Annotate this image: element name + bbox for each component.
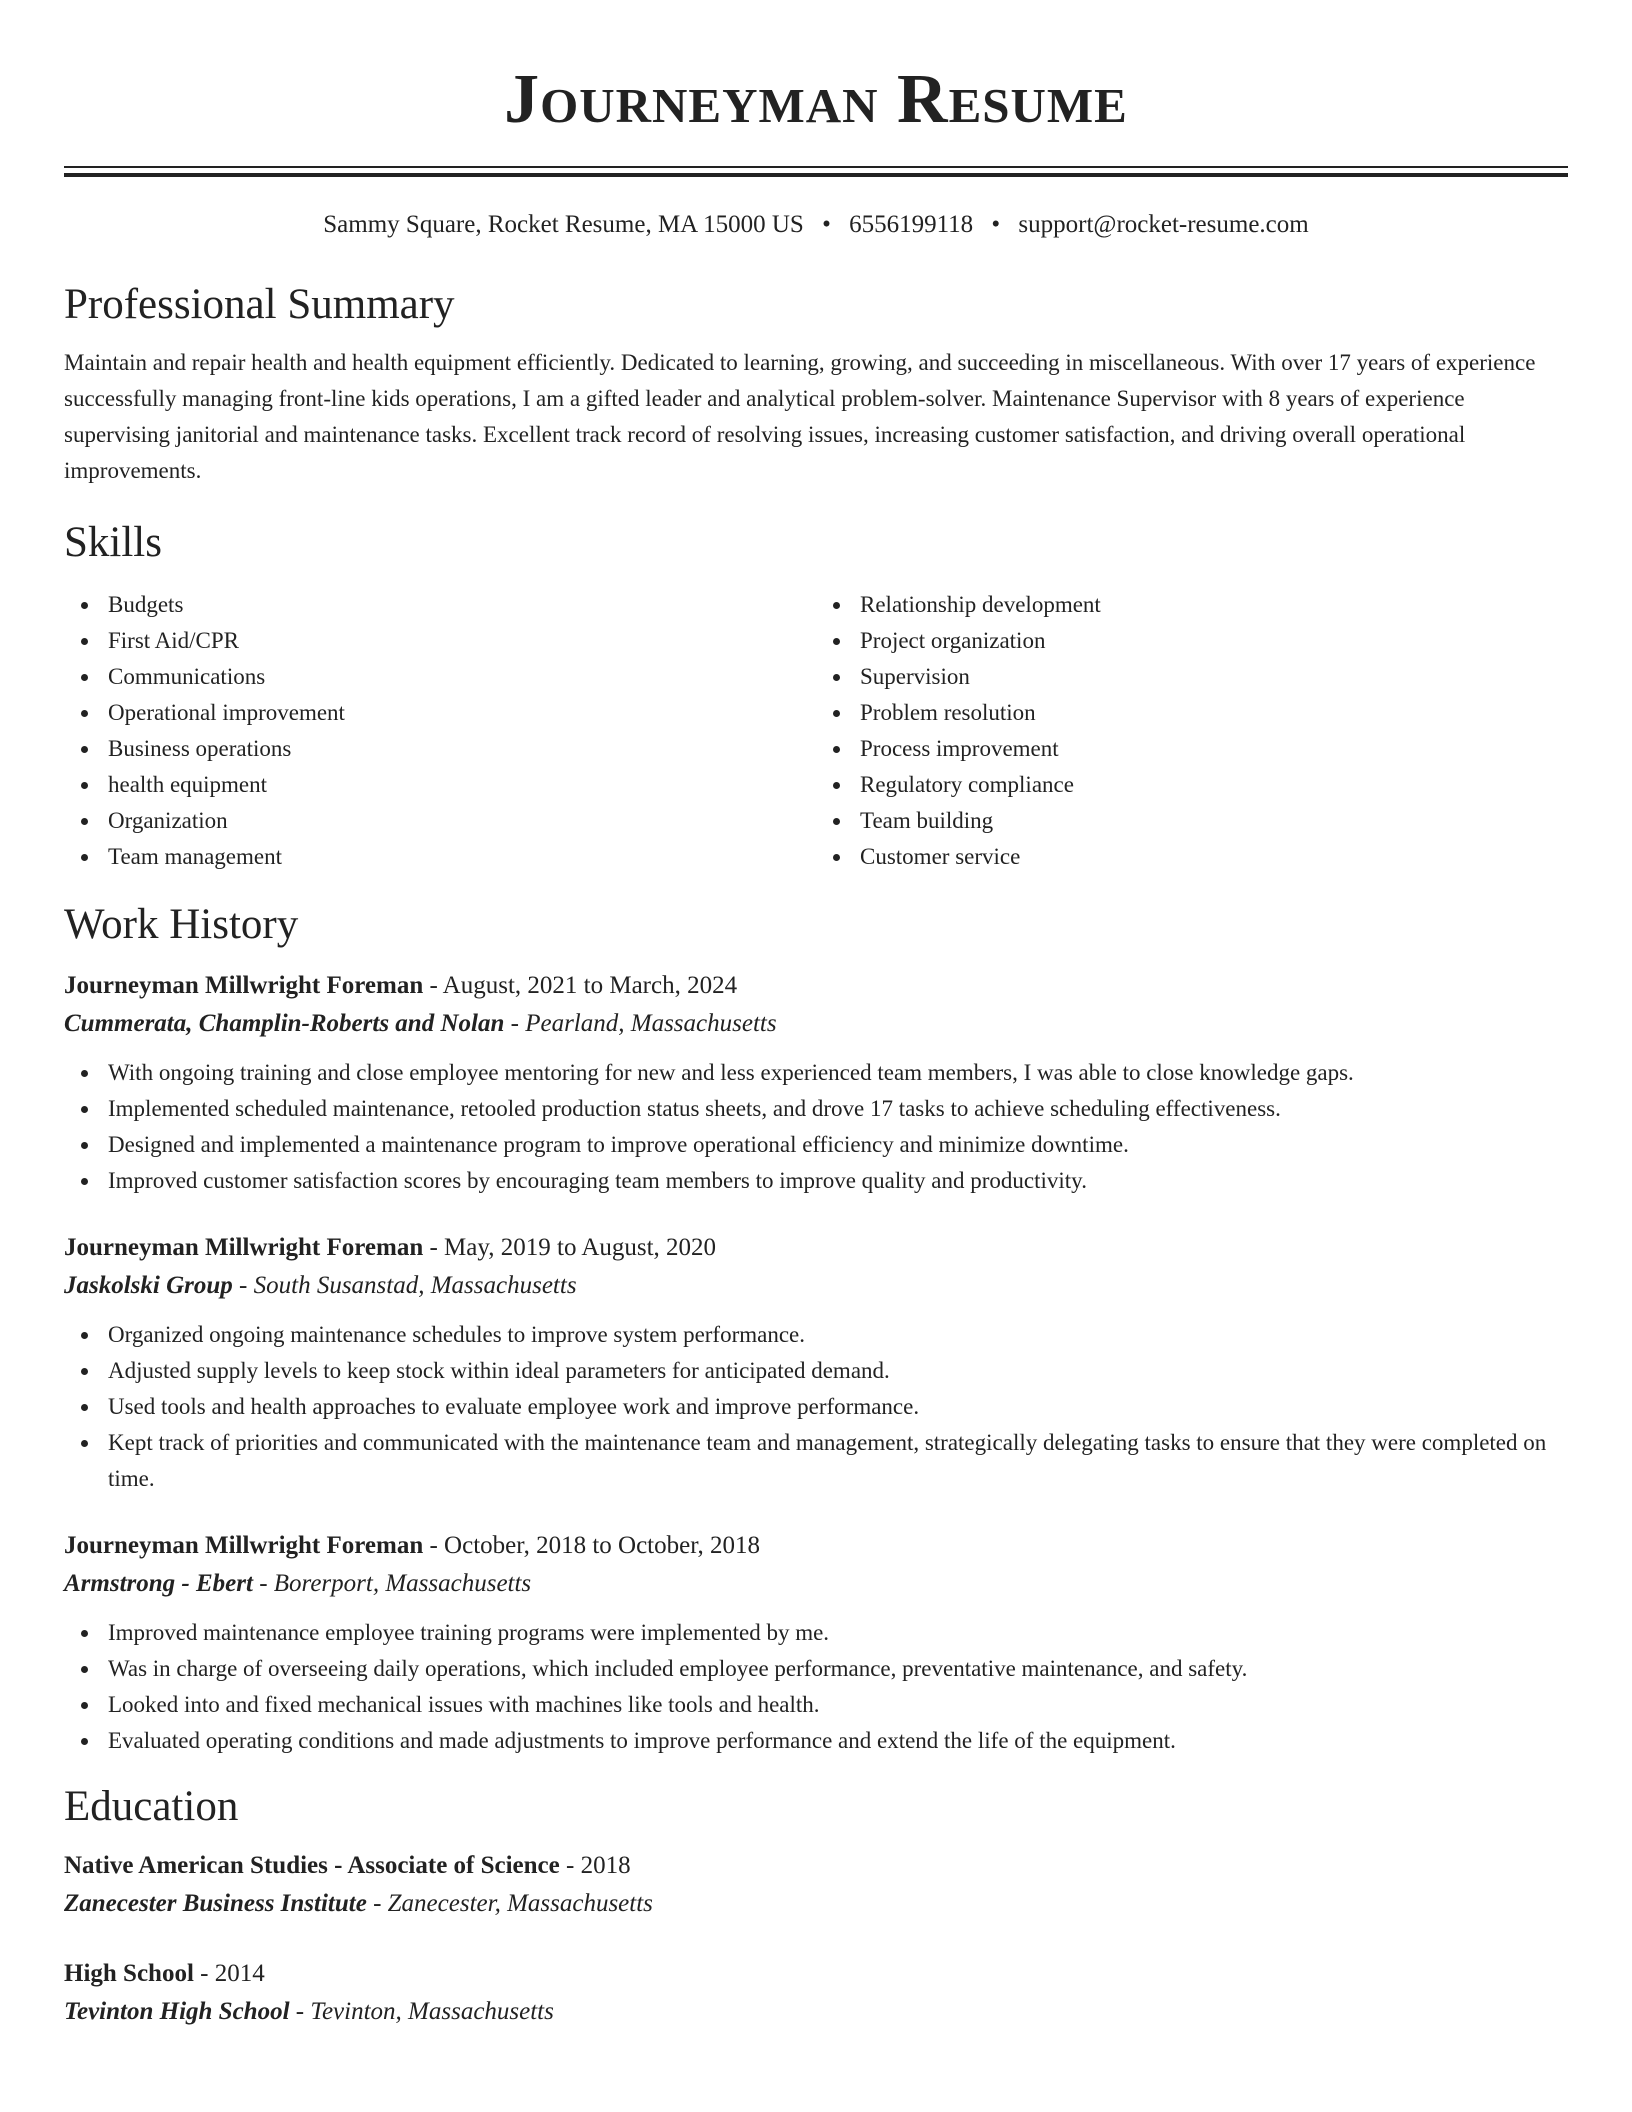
skills-grid xyxy=(64,587,1568,875)
job-bullet: Evaluated operating conditions and made adjustments to improve performance and extend the life of the equipment. xyxy=(108,1723,1568,1759)
job-bullet: Used tools and health approaches to evaluate employee work and improve performance. xyxy=(108,1389,1568,1425)
contact-line xyxy=(64,209,1568,241)
skill-item: First Aid/CPR xyxy=(108,623,816,659)
job-entry xyxy=(64,967,1568,1199)
skill-item: Team management xyxy=(108,839,816,875)
job-bullet: Was in charge of overseeing daily operations, which included employee performance, preventative maintenance, and safety. xyxy=(108,1651,1568,1687)
job-bullets xyxy=(64,1055,1568,1199)
skill-item: Supervision xyxy=(860,659,1568,695)
work-history-heading: Work History xyxy=(64,901,299,948)
skill-item: Operational improvement xyxy=(108,695,816,731)
job-location: - South Susanstad, Massachusetts xyxy=(232,1272,577,1299)
job-location: - Pearland, Massachusetts xyxy=(504,1010,777,1037)
resume-title: Journeyman Resume xyxy=(504,61,1128,138)
job-bullet: Organized ongoing maintenance schedules to improve system performance. xyxy=(108,1317,1568,1353)
job-title-line xyxy=(64,967,1568,1005)
contact-address: Sammy Square, Rocket Resume, MA 15000 US xyxy=(323,211,804,238)
education-school-line xyxy=(64,1885,1568,1923)
job-dates: - August, 2021 to March, 2024 xyxy=(423,972,738,999)
skill-item: Regulatory compliance xyxy=(860,767,1568,803)
job-bullets xyxy=(64,1317,1568,1497)
education-degree: Native American Studies - Associate of Science xyxy=(64,1852,560,1879)
education-heading: Education xyxy=(64,1783,239,1830)
job-bullet: Improved maintenance employee training programs were implemented by me. xyxy=(108,1615,1568,1651)
education-degree: High School xyxy=(64,1960,194,1987)
skill-item: Customer service xyxy=(860,839,1568,875)
skill-item: Team building xyxy=(860,803,1568,839)
skill-item: Problem resolution xyxy=(860,695,1568,731)
job-title: Journeyman Millwright Foreman xyxy=(64,1532,424,1559)
job-title-line xyxy=(64,1527,1568,1565)
job-dates: - May, 2019 to August, 2020 xyxy=(423,1234,717,1261)
skill-item: health equipment xyxy=(108,767,816,803)
education-school: Zanecester Business Institute xyxy=(64,1890,367,1917)
education-school-line xyxy=(64,1993,1568,2031)
skills-heading: Skills xyxy=(64,519,162,566)
job-bullets xyxy=(64,1615,1568,1759)
skill-item: Relationship development xyxy=(860,587,1568,623)
job-location: - Borerport, Massachusetts xyxy=(252,1570,532,1597)
skill-item: Communications xyxy=(108,659,816,695)
skill-item: Process improvement xyxy=(860,731,1568,767)
job-company-line xyxy=(64,1565,1568,1603)
skills-column-right xyxy=(816,587,1568,875)
job-title: Journeyman Millwright Foreman xyxy=(64,972,424,999)
job-bullet: Adjusted supply levels to keep stock within ideal parameters for anticipated demand. xyxy=(108,1353,1568,1389)
job-title-line xyxy=(64,1229,1568,1267)
skill-item: Organization xyxy=(108,803,816,839)
skill-item: Budgets xyxy=(108,587,816,623)
job-title: Journeyman Millwright Foreman xyxy=(64,1234,424,1261)
skill-item: Project organization xyxy=(860,623,1568,659)
job-entry xyxy=(64,1229,1568,1497)
job-entry xyxy=(64,1527,1568,1759)
title-divider xyxy=(64,166,1568,177)
job-dates: - October, 2018 to October, 2018 xyxy=(423,1532,761,1559)
contact-separator: • xyxy=(991,211,1001,238)
contact-email: support@rocket-resume.com xyxy=(1018,211,1309,238)
education-entry xyxy=(64,1847,1568,1923)
contact-phone: 6556199118 xyxy=(849,211,974,238)
education-school: Tevinton High School xyxy=(64,1998,290,2025)
job-company: Jaskolski Group xyxy=(64,1272,233,1299)
education-year: - 2014 xyxy=(193,1960,265,1987)
education-degree-line xyxy=(64,1847,1568,1885)
job-bullet: Implemented scheduled maintenance, retooled production status sheets, and drove 17 tasks to achieve scheduling effectiveness. xyxy=(108,1091,1568,1127)
job-company: Armstrong - Ebert xyxy=(64,1570,253,1597)
skill-item: Business operations xyxy=(108,731,816,767)
summary-text: Maintain and repair health and health equipment efficiently. Dedicated to learning, growing, and succeeding in miscellaneous. With over 17 years of experience successfully managing front-line kids operations, I am a gifted leader and analytical problem-solver. Maintenance Supervisor with 8 years of experience supervising janitorial and maintenance tasks. Excellent track record of resolving issues, increasing customer satisfaction, and driving overall operational improvements. xyxy=(64,350,1536,483)
job-bullet: Designed and implemented a maintenance program to improve operational efficiency and minimize downtime. xyxy=(108,1127,1568,1163)
education-degree-line xyxy=(64,1955,1568,1993)
job-company-line xyxy=(64,1005,1568,1043)
education-location: - Zanecester, Massachusetts xyxy=(366,1890,653,1917)
contact-separator: • xyxy=(822,211,831,238)
job-company: Cummerata, Champlin-Roberts and Nolan xyxy=(64,1010,505,1037)
job-bullet: Kept track of priorities and communicated with the maintenance team and management, strategically delegating tasks to ensure that they were completed on time. xyxy=(108,1425,1568,1497)
skills-column-left xyxy=(64,587,816,875)
job-company-line xyxy=(64,1267,1568,1305)
education-entry xyxy=(64,1955,1568,2031)
education-year: - 2018 xyxy=(559,1852,631,1879)
summary-heading: Professional Summary xyxy=(64,281,455,328)
job-bullet: Improved customer satisfaction scores by encouraging team members to improve quality and productivity. xyxy=(108,1163,1568,1199)
job-bullet: Looked into and fixed mechanical issues with machines like tools and health. xyxy=(108,1687,1568,1723)
education-location: - Tevinton, Massachusetts xyxy=(289,1998,554,2025)
job-bullet: With ongoing training and close employee mentoring for new and less experienced team members, I was able to close knowledge gaps. xyxy=(108,1055,1568,1091)
